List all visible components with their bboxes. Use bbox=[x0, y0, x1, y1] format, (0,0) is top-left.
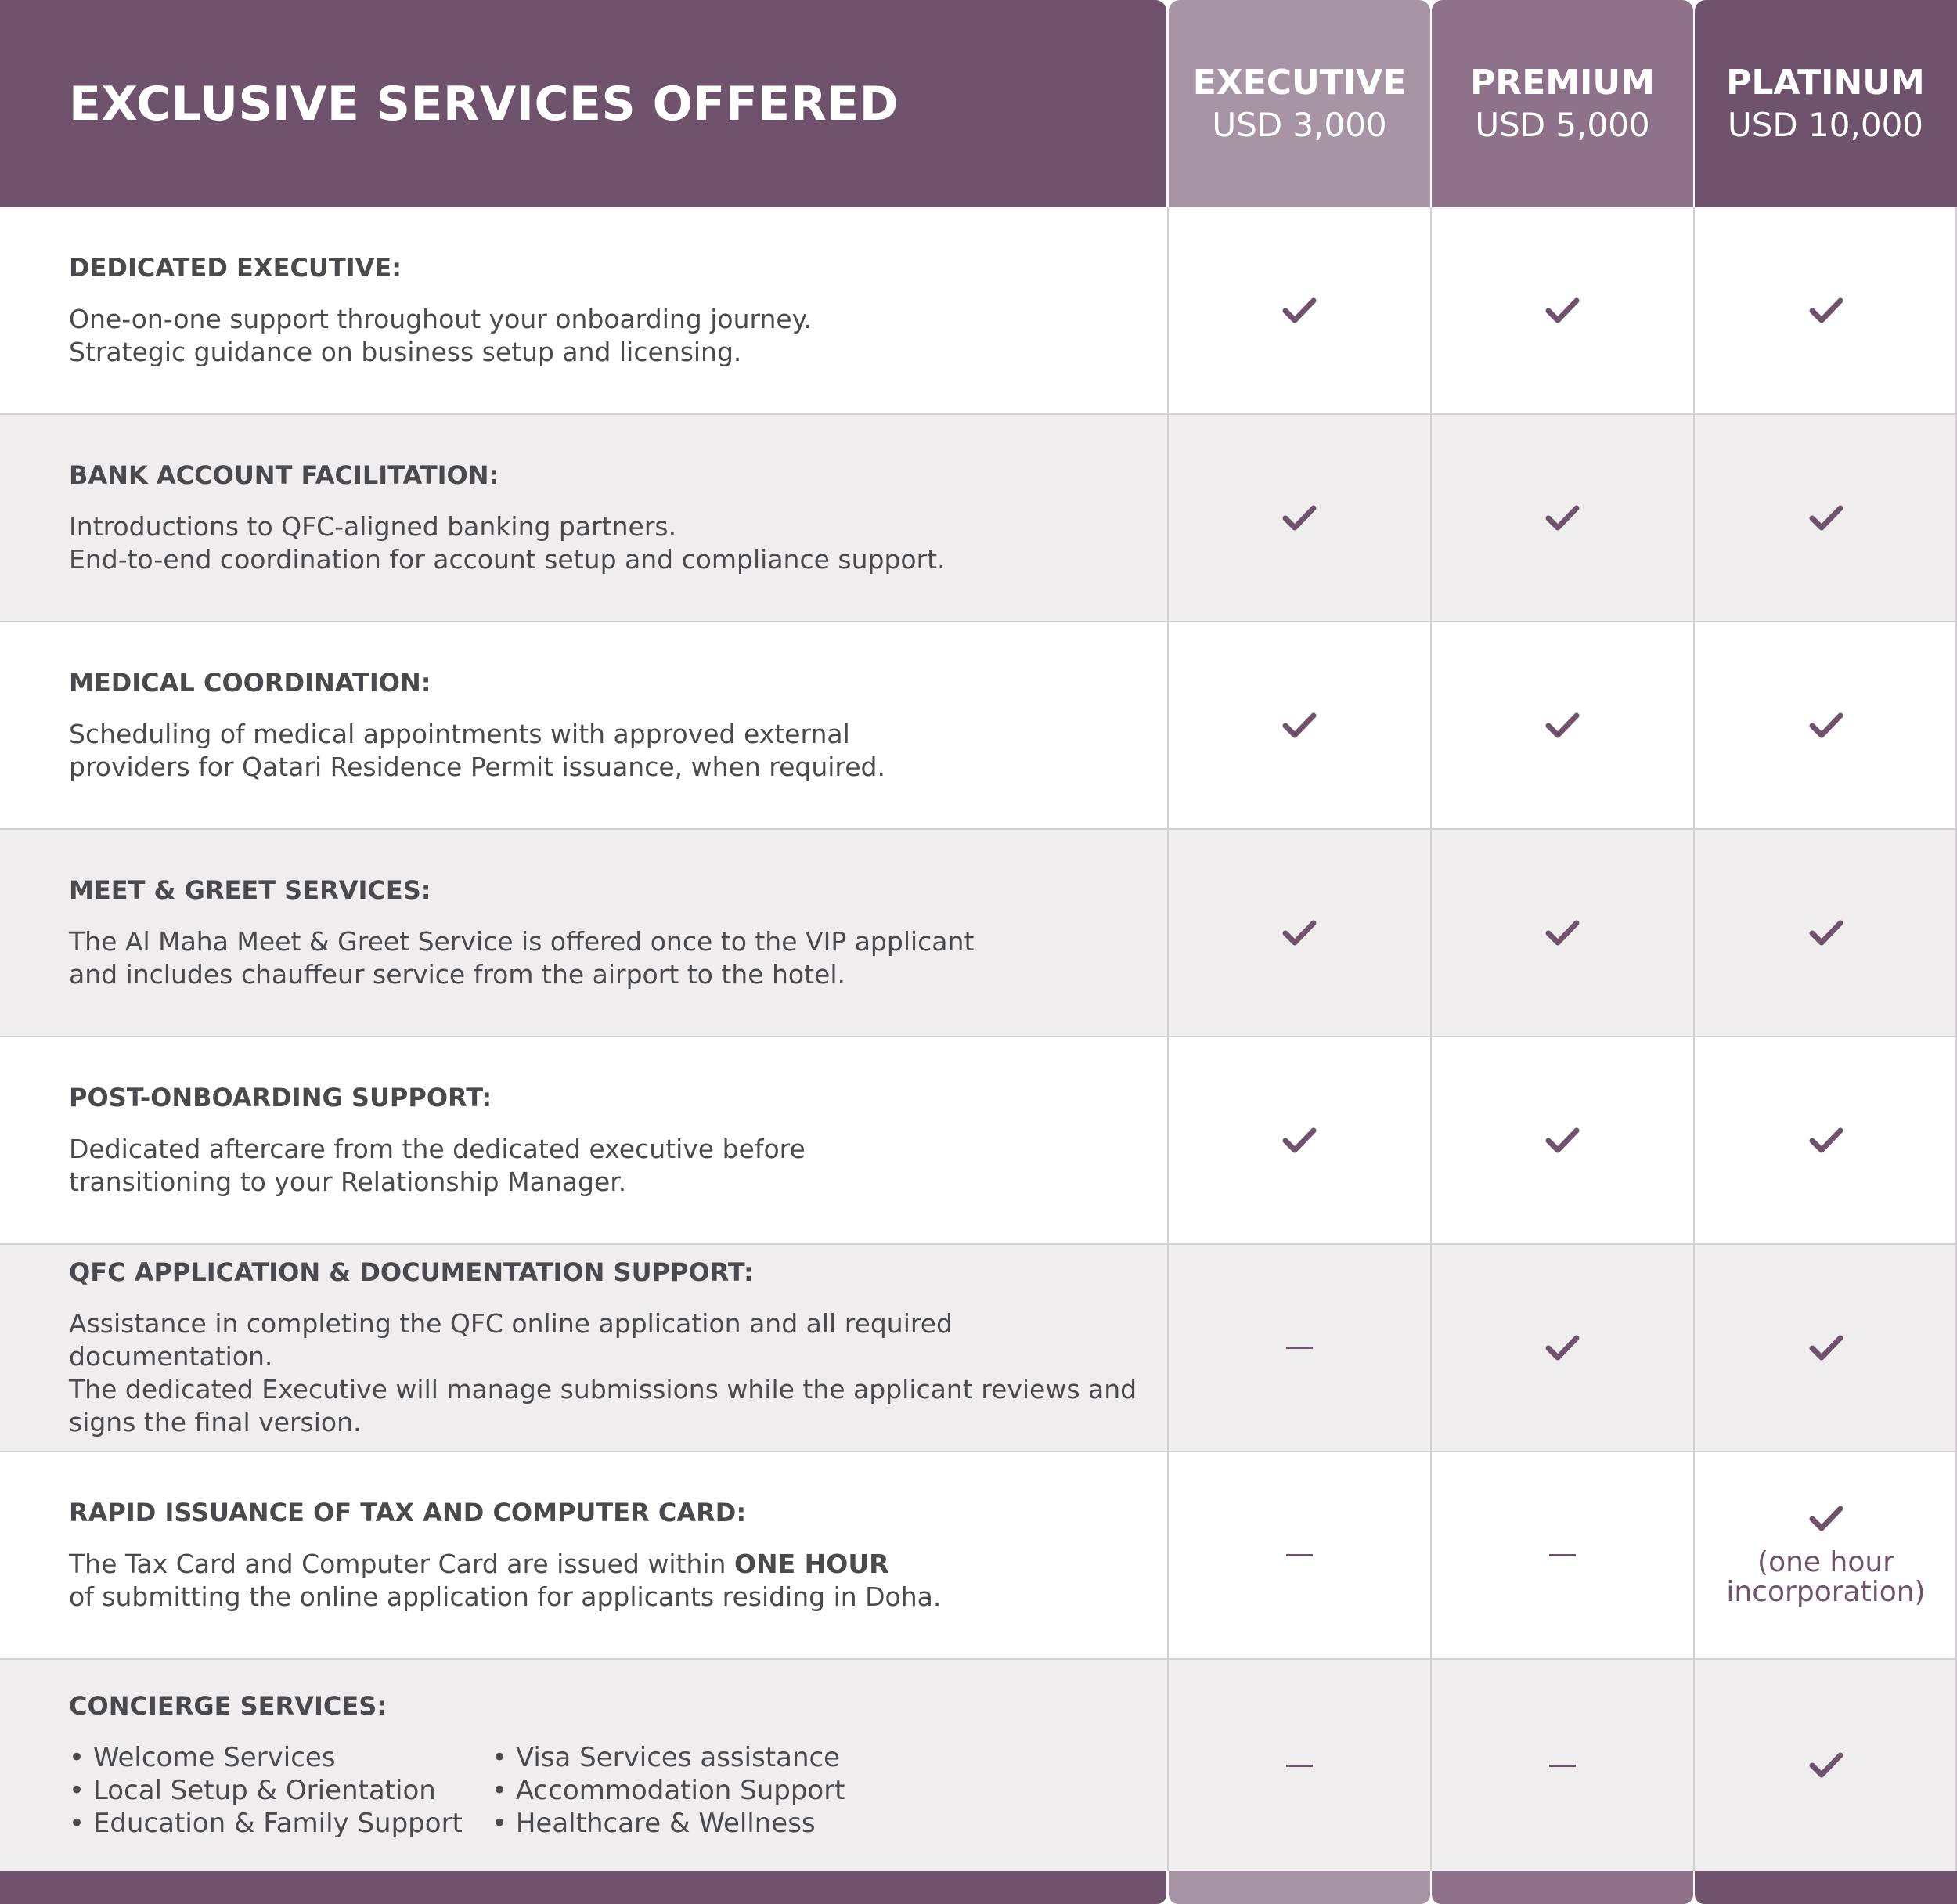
tier-platinum bbox=[1695, 0, 1956, 207]
cell-executive bbox=[1169, 415, 1430, 621]
table-row bbox=[0, 1245, 1957, 1452]
tier-executive bbox=[1169, 0, 1430, 207]
service-text: providers for Qatari Residence Permit issuance, when required. bbox=[69, 751, 885, 782]
service-text: Scheduling of medical appointments with approved external bbox=[69, 718, 850, 749]
list-item: • Local Setup & Orientation bbox=[69, 1775, 436, 1806]
service-description bbox=[69, 1660, 1157, 1871]
service-text: signs the final version. bbox=[69, 1406, 362, 1437]
service-description bbox=[69, 207, 1157, 413]
cell-platinum bbox=[1695, 1037, 1957, 1243]
service-heading: RAPID ISSUANCE OF TAX AND COMPUTER CARD: bbox=[69, 1497, 747, 1527]
check-icon bbox=[1809, 711, 1843, 741]
dash-icon bbox=[1286, 1554, 1313, 1556]
service-heading: MEDICAL COORDINATION: bbox=[69, 667, 431, 698]
service-text bbox=[69, 1548, 1157, 1581]
tier-name: EXECUTIVE bbox=[1192, 62, 1407, 103]
service-text-part: The Tax Card and Computer Card are issued within bbox=[69, 1548, 734, 1579]
concierge-list bbox=[69, 1741, 1157, 1840]
service-text: and includes chauffeur service from the airport to the hotel. bbox=[69, 958, 846, 990]
check-icon bbox=[1545, 711, 1580, 741]
executive-column-footer bbox=[1169, 1871, 1430, 1904]
service-text-emphasis: ONE HOUR bbox=[733, 1548, 889, 1579]
service-text: Strategic guidance on business setup and licensing. bbox=[69, 336, 742, 367]
service-description bbox=[69, 415, 1157, 621]
platinum-column-footer bbox=[1695, 1871, 1957, 1904]
dash-icon bbox=[1286, 1347, 1313, 1349]
service-text: One-on-one support throughout your onboarding journey. bbox=[69, 303, 813, 334]
cell-executive bbox=[1169, 1452, 1430, 1658]
note-line: (one hour bbox=[1757, 1545, 1894, 1578]
cell-platinum bbox=[1695, 1245, 1957, 1451]
service-description bbox=[69, 622, 1157, 828]
table-footer bbox=[0, 1871, 1166, 1904]
table-row bbox=[0, 1037, 1957, 1245]
check-icon bbox=[1545, 503, 1580, 533]
service-text: Assistance in completing the QFC online application and all required documentation. bbox=[69, 1307, 953, 1372]
check-icon bbox=[1282, 503, 1317, 533]
cell-executive bbox=[1169, 1037, 1430, 1243]
tier-price: USD 3,000 bbox=[1212, 105, 1387, 144]
service-heading: POST-ONBOARDING SUPPORT: bbox=[69, 1082, 492, 1112]
column-divider bbox=[1167, 207, 1169, 1871]
service-text: of submitting the online application for applicants residing in Doha. bbox=[69, 1581, 942, 1612]
cell-premium bbox=[1432, 207, 1693, 413]
dash-icon bbox=[1549, 1554, 1576, 1556]
check-icon bbox=[1545, 1126, 1580, 1156]
table-row bbox=[0, 415, 1957, 622]
service-description bbox=[69, 1037, 1157, 1243]
check-icon bbox=[1809, 1751, 1843, 1780]
table-row bbox=[0, 207, 1957, 415]
cell-premium bbox=[1432, 1245, 1693, 1451]
check-icon bbox=[1545, 296, 1580, 326]
bullet-column bbox=[492, 1741, 914, 1840]
cell-platinum bbox=[1695, 830, 1957, 1036]
bullet-column bbox=[69, 1741, 492, 1840]
cell-premium bbox=[1432, 415, 1693, 621]
tier-price: USD 10,000 bbox=[1727, 105, 1924, 144]
cell-premium bbox=[1432, 1037, 1693, 1243]
cell-executive bbox=[1169, 1660, 1430, 1871]
cell-executive bbox=[1169, 207, 1430, 413]
service-text: Introductions to QFC-aligned banking partners. bbox=[69, 510, 677, 542]
service-text: The dedicated Executive will manage submissions while the applicant reviews and bbox=[69, 1373, 1137, 1405]
table-row bbox=[0, 830, 1957, 1037]
check-icon bbox=[1809, 918, 1843, 948]
list-item: • Accommodation Support bbox=[492, 1775, 845, 1806]
check-icon bbox=[1282, 918, 1317, 948]
cell-platinum bbox=[1695, 1660, 1957, 1871]
check-icon bbox=[1282, 711, 1317, 741]
service-heading: DEDICATED EXECUTIVE: bbox=[69, 252, 402, 283]
service-description bbox=[69, 1452, 1157, 1658]
list-item: • Education & Family Support bbox=[69, 1808, 463, 1839]
cell-executive bbox=[1169, 830, 1430, 1036]
check-icon bbox=[1809, 503, 1843, 533]
cell-platinum bbox=[1695, 1452, 1957, 1658]
cell-platinum bbox=[1695, 207, 1957, 413]
tier-name: PLATINUM bbox=[1726, 62, 1925, 103]
check-icon bbox=[1282, 296, 1317, 326]
check-icon bbox=[1545, 1333, 1580, 1363]
dash-icon bbox=[1549, 1765, 1576, 1767]
service-heading: CONCIERGE SERVICES: bbox=[69, 1691, 387, 1721]
list-item: • Healthcare & Wellness bbox=[492, 1808, 816, 1839]
check-icon bbox=[1809, 1333, 1843, 1363]
note-line: incorporation) bbox=[1726, 1575, 1926, 1608]
tier-name: PREMIUM bbox=[1470, 62, 1655, 103]
check-icon bbox=[1545, 918, 1580, 948]
service-text: End-to-end coordination for account setup and compliance support. bbox=[69, 543, 946, 575]
cell-premium bbox=[1432, 830, 1693, 1036]
cell-premium bbox=[1432, 622, 1693, 828]
dash-icon bbox=[1286, 1765, 1313, 1767]
service-description bbox=[69, 1245, 1157, 1451]
service-text: The Al Maha Meet & Greet Service is offered once to the VIP applicant bbox=[69, 925, 975, 957]
premium-column-footer bbox=[1432, 1871, 1693, 1904]
tier-price: USD 5,000 bbox=[1475, 105, 1650, 144]
cell-executive bbox=[1169, 622, 1430, 828]
table-row bbox=[0, 1660, 1957, 1871]
check-icon bbox=[1282, 1126, 1317, 1156]
service-text: transitioning to your Relationship Manager. bbox=[69, 1166, 627, 1197]
cell-platinum bbox=[1695, 622, 1957, 828]
table-row bbox=[0, 1452, 1957, 1660]
column-divider bbox=[1430, 207, 1432, 1871]
check-icon bbox=[1809, 1126, 1843, 1156]
list-item: • Welcome Services bbox=[69, 1742, 336, 1773]
service-heading: MEET & GREET SERVICES: bbox=[69, 874, 431, 905]
table-row bbox=[0, 622, 1957, 830]
platinum-note bbox=[1726, 1545, 1926, 1608]
check-icon bbox=[1809, 296, 1843, 326]
column-divider bbox=[1693, 207, 1695, 1871]
cell-executive bbox=[1169, 1245, 1430, 1451]
service-text: Dedicated aftercare from the dedicated executive before bbox=[69, 1133, 806, 1164]
service-description bbox=[69, 830, 1157, 1036]
service-heading: BANK ACCOUNT FACILITATION: bbox=[69, 460, 499, 490]
service-heading: QFC APPLICATION & DOCUMENTATION SUPPORT: bbox=[69, 1257, 754, 1287]
page-title: EXCLUSIVE SERVICES OFFERED bbox=[69, 76, 899, 132]
list-item: • Visa Services assistance bbox=[492, 1742, 841, 1773]
tier-premium bbox=[1432, 0, 1693, 207]
cell-premium bbox=[1432, 1452, 1693, 1658]
check-icon bbox=[1809, 1504, 1843, 1534]
cell-platinum bbox=[1695, 415, 1957, 621]
cell-premium bbox=[1432, 1660, 1693, 1871]
